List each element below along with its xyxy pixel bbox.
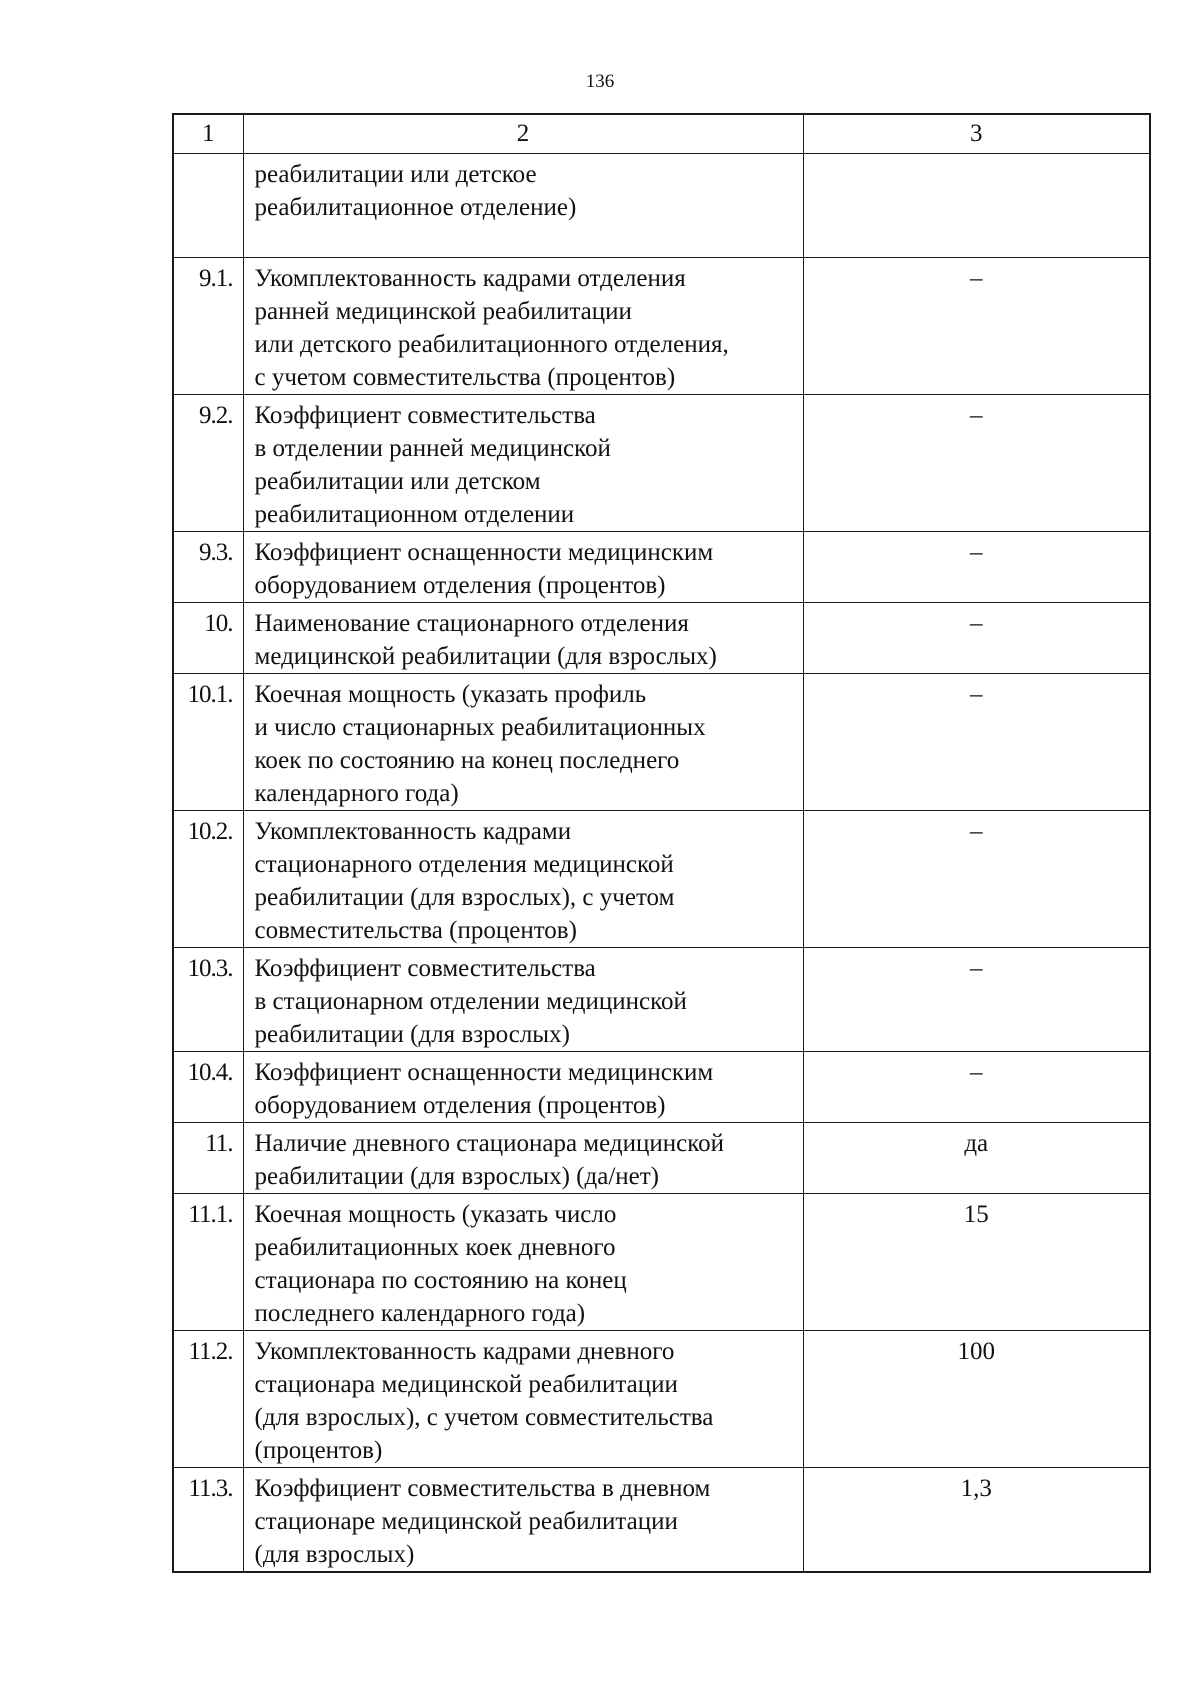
description-line: Коечная мощность (указать профиль: [254, 681, 647, 708]
row-number: 9.1.: [173, 258, 243, 395]
row-number: 10.3.: [173, 948, 243, 1052]
description-line: стационарного отделения медицинской: [254, 851, 674, 878]
description-line: стационаре медицинской реабилитации: [254, 1508, 678, 1535]
table-row: [173, 603, 1150, 674]
table-row: [173, 154, 1150, 258]
description-line: или детского реабилитационного отделения,: [254, 331, 729, 358]
description-line: в отделении ранней медицинской: [254, 435, 611, 462]
row-value: –: [803, 1052, 1150, 1123]
table-header-row: [173, 114, 1150, 154]
description-line: реабилитации (для взрослых) (да/нет): [254, 1163, 659, 1190]
table-row: [173, 395, 1150, 532]
description-line: Коечная мощность (указать число: [254, 1201, 617, 1228]
description-line: последнего календарного года): [254, 1300, 586, 1327]
table-row: [173, 1194, 1150, 1331]
row-value: да: [803, 1123, 1150, 1194]
row-number: 10.4.: [173, 1052, 243, 1123]
table-row: [173, 674, 1150, 811]
description-line: стационара медицинской реабилитации: [254, 1371, 678, 1398]
description-line: в стационарном отделении медицинской: [254, 988, 687, 1015]
description-line: стационара по состоянию на конец: [254, 1267, 627, 1294]
description-line: оборудованием отделения (процентов): [254, 1092, 666, 1119]
description-line: медицинской реабилитации (для взрослых): [254, 643, 717, 670]
row-number: 9.2.: [173, 395, 243, 532]
row-number: 9.3.: [173, 532, 243, 603]
table-row: [173, 1468, 1150, 1573]
row-description: [243, 1052, 803, 1123]
table-row: [173, 1052, 1150, 1123]
description-line: Коэффициент оснащенности медицинским: [254, 539, 714, 566]
description-line: реабилитации или детское: [254, 161, 537, 188]
table-row: [173, 948, 1150, 1052]
column-header-3: 3: [803, 114, 1150, 154]
description-line: Коэффициент совместительства: [254, 402, 596, 429]
description-line: оборудованием отделения (процентов): [254, 572, 666, 599]
row-description: [243, 948, 803, 1052]
column-header-1: 1: [173, 114, 243, 154]
row-number: [173, 154, 243, 258]
row-value: –: [803, 258, 1150, 395]
row-value: 15: [803, 1194, 1150, 1331]
description-line: (для взрослых): [254, 1541, 415, 1568]
description-line: реабилитационных коек дневного: [254, 1234, 616, 1261]
description-line: реабилитационном отделении: [254, 501, 575, 528]
description-line: реабилитационное отделение): [254, 194, 577, 221]
description-line: с учетом совместительства (процентов): [254, 364, 676, 391]
row-value: 100: [803, 1331, 1150, 1468]
description-line: коек по состоянию на конец последнего: [254, 747, 680, 774]
data-table: [172, 113, 1151, 1573]
row-value: –: [803, 603, 1150, 674]
row-description: [243, 1468, 803, 1573]
description-line: Укомплектованность кадрами дневного: [254, 1338, 675, 1365]
description-line: реабилитации (для взрослых): [254, 1021, 570, 1048]
row-description: [243, 1123, 803, 1194]
row-description: [243, 1331, 803, 1468]
row-description: [243, 395, 803, 532]
row-number: 11.: [173, 1123, 243, 1194]
column-header-2: 2: [243, 114, 803, 154]
description-line: Наименование стационарного отделения: [254, 610, 689, 637]
page-number: 136: [585, 71, 615, 92]
description-line: Коэффициент совместительства: [254, 955, 596, 982]
row-number: 10.2.: [173, 811, 243, 948]
row-description: [243, 154, 803, 258]
description-line: (процентов): [254, 1437, 383, 1464]
row-description: [243, 674, 803, 811]
row-value: –: [803, 395, 1150, 532]
description-line: реабилитации (для взрослых), с учетом: [254, 884, 675, 911]
description-line: ранней медицинской реабилитации: [254, 298, 632, 325]
description-line: Наличие дневного стационара медицинской: [254, 1130, 724, 1157]
table-row: [173, 532, 1150, 603]
row-description: [243, 258, 803, 395]
description-line: календарного года): [254, 780, 459, 807]
row-number: 10.: [173, 603, 243, 674]
table-row: [173, 1123, 1150, 1194]
description-line: совместительства (процентов): [254, 917, 577, 944]
table-row: [173, 1331, 1150, 1468]
row-number: 11.3.: [173, 1468, 243, 1573]
row-number: 11.1.: [173, 1194, 243, 1331]
description-line: Коэффициент совместительства в дневном: [254, 1475, 711, 1502]
row-value: 1,3: [803, 1468, 1150, 1573]
row-description: [243, 603, 803, 674]
description-line: Укомплектованность кадрами отделения: [254, 265, 686, 292]
row-description: [243, 1194, 803, 1331]
row-number: 11.2.: [173, 1331, 243, 1468]
row-value: –: [803, 532, 1150, 603]
description-line: (для взрослых), с учетом совместительства: [254, 1404, 714, 1431]
row-value: –: [803, 811, 1150, 948]
row-description: [243, 811, 803, 948]
row-number: 10.1.: [173, 674, 243, 811]
table-row: [173, 811, 1150, 948]
description-line: реабилитации или детском: [254, 468, 541, 495]
description-line: Коэффициент оснащенности медицинским: [254, 1059, 714, 1086]
row-value: –: [803, 948, 1150, 1052]
row-value: [803, 154, 1150, 258]
description-line: Укомплектованность кадрами: [254, 818, 572, 845]
row-description: [243, 532, 803, 603]
row-value: –: [803, 674, 1150, 811]
description-line: и число стационарных реабилитационных: [254, 714, 706, 741]
table-row: [173, 258, 1150, 395]
table-body: [173, 114, 1150, 1572]
